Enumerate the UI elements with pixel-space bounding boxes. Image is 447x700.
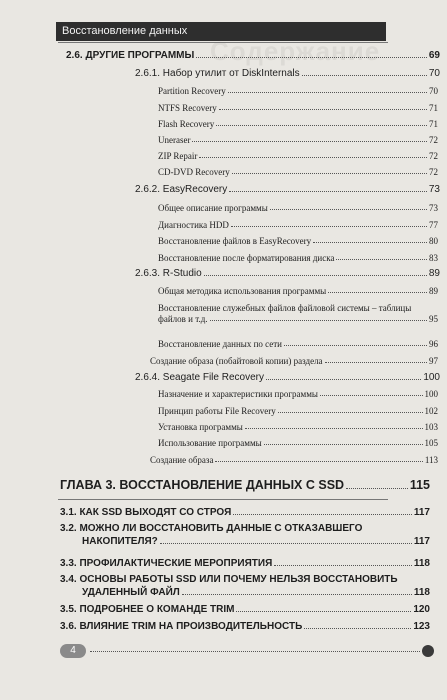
toc-entry-3-2[interactable] <box>60 523 430 547</box>
toc-entry-3-5[interactable] <box>60 604 430 615</box>
toc-entry-partition-recovery[interactable] <box>158 86 438 96</box>
dot-leader <box>231 226 427 227</box>
toc-entry-2-6-1[interactable] <box>135 68 440 79</box>
toc-entry-page: 118 <box>413 587 430 598</box>
dot-leader <box>346 488 408 489</box>
dot-leader <box>229 191 427 192</box>
dot-leader <box>196 57 427 58</box>
toc-entry-partition-image[interactable] <box>150 356 438 366</box>
toc-entry-title-line1: 3.2. МОЖНО ЛИ ВОССТАНОВИТЬ ДАННЫЕ С ОТКАЗАВШЕГО <box>60 523 363 534</box>
dot-leader <box>325 362 427 363</box>
toc-entry-title: Flash Recovery <box>158 119 215 129</box>
toc-entry-page: 100 <box>423 372 440 383</box>
toc-entry-page: 73 <box>428 184 440 195</box>
toc-entry-network-recovery[interactable] <box>158 339 438 349</box>
toc-entry-title-line1: Восстановление служебных файлов файловой системы – таблицы <box>158 303 412 313</box>
dot-leader <box>233 514 412 515</box>
toc-entry-page: 70 <box>429 86 438 96</box>
toc-entry-title-line2: НАКОПИТЕЛЯ? <box>82 536 158 547</box>
toc-entry-page: 83 <box>429 253 438 263</box>
toc-entry-page: 118 <box>413 558 430 569</box>
toc-entry-hdd-diagnostics[interactable] <box>158 220 438 230</box>
toc-entry-service-files-recovery[interactable] <box>158 303 438 324</box>
dot-leader <box>336 259 427 260</box>
toc-entry-2-6-2[interactable] <box>135 184 440 195</box>
dot-leader <box>320 395 423 396</box>
dot-leader <box>328 292 427 293</box>
toc-entry-page: 89 <box>428 268 440 279</box>
toc-entry-page: 72 <box>429 151 438 161</box>
toc-entry-page: 96 <box>429 339 438 349</box>
toc-entry-title: Создание образа (побайтовой копии) раздела <box>150 356 323 366</box>
chapter-page: 115 <box>409 478 430 492</box>
ghost-heading: Содержание <box>210 36 381 66</box>
toc-entry-2-6[interactable] <box>66 50 440 61</box>
toc-entry-title: Uneraser <box>158 135 191 145</box>
toc-entry-cd-dvd-recovery[interactable] <box>158 167 438 177</box>
toc-entry-page: 80 <box>429 236 438 246</box>
toc-entry-title: Установка программы <box>158 422 243 432</box>
toc-entry-page: 123 <box>413 621 430 632</box>
toc-entry-page: 69 <box>428 50 440 61</box>
toc-entry-page: 97 <box>429 356 438 366</box>
dot-leader <box>302 75 427 76</box>
header-rule <box>58 42 388 43</box>
toc-chapter-3[interactable] <box>60 478 430 492</box>
toc-entry-3-4[interactable] <box>60 574 430 598</box>
dot-leader <box>232 173 427 174</box>
toc-entry-page: 89 <box>429 286 438 296</box>
dot-leader <box>182 594 412 595</box>
toc-entry-purpose-characteristics[interactable] <box>158 389 438 399</box>
toc-entry-after-format-recovery[interactable] <box>158 253 438 263</box>
toc-entry-title: Partition Recovery <box>158 86 226 96</box>
page-badge <box>60 644 86 658</box>
page-number: 4 <box>70 645 76 656</box>
toc-entry-title: Общее описание программы <box>158 203 268 213</box>
dot-leader <box>228 92 427 93</box>
toc-entry-3-1[interactable] <box>60 507 430 518</box>
footer-dotted-line <box>90 651 420 652</box>
toc-entry-title: Восстановление файлов в EasyRecovery <box>158 236 312 246</box>
toc-entry-title: Принцип работы File Recovery <box>158 406 276 416</box>
toc-entry-title: 3.6. ВЛИЯНИЕ TRIM НА ПРОИЗВОДИТЕЛЬНОСТЬ <box>60 621 303 632</box>
toc-entry-title: 2.6.2. EasyRecovery <box>135 184 228 195</box>
dot-leader <box>245 428 423 429</box>
toc-entry-flash-recovery[interactable] <box>158 119 438 129</box>
toc-entry-general-methodology[interactable] <box>158 286 438 296</box>
toc-entry-title: 3.1. КАК SSD ВЫХОДЯТ СО СТРОЯ <box>60 507 232 518</box>
running-header-title: Восстановление данных <box>62 25 188 37</box>
dot-leader <box>192 141 427 142</box>
dot-leader <box>204 275 427 276</box>
toc-entry-file-recovery-easyrecovery[interactable] <box>158 236 438 246</box>
toc-entry-title: Диагностика HDD <box>158 220 229 230</box>
dot-leader <box>278 412 423 413</box>
toc-entry-page: 71 <box>429 103 438 113</box>
dot-leader <box>270 209 427 210</box>
toc-entry-title: ZIP Repair <box>158 151 198 161</box>
toc-entry-page: 120 <box>413 604 430 615</box>
toc-entry-title: 2.6. ДРУГИЕ ПРОГРАММЫ <box>66 50 195 61</box>
toc-entry-file-recovery-principle[interactable] <box>158 406 438 416</box>
toc-entry-page: 73 <box>429 203 438 213</box>
toc-entry-page: 100 <box>424 389 438 399</box>
toc-entry-title: Восстановление данных по сети <box>158 339 282 349</box>
toc-entry-title: 2.6.3. R-Studio <box>135 268 202 279</box>
toc-entry-title-line2: файлов и т.д. <box>158 314 208 324</box>
toc-entry-page: 77 <box>429 220 438 230</box>
toc-entry-page: 72 <box>429 135 438 145</box>
toc-entry-title: Восстановление после форматирования диска <box>158 253 335 263</box>
toc-entry-3-6[interactable] <box>60 621 430 632</box>
dot-leader <box>284 345 427 346</box>
toc-entry-usage[interactable] <box>158 438 438 448</box>
chapter-rule <box>58 499 388 500</box>
toc-entry-page: 105 <box>424 438 438 448</box>
toc-entry-title-line2: УДАЛЕННЫЙ ФАЙЛ <box>82 587 180 598</box>
dot-leader <box>313 242 427 243</box>
dot-leader <box>199 157 427 158</box>
dot-leader <box>160 543 412 544</box>
toc-entry-page: 113 <box>424 455 438 465</box>
toc-entry-2-6-4[interactable] <box>135 372 440 383</box>
toc-entry-zip-repair[interactable] <box>158 151 438 161</box>
toc-entry-title: 3.3. ПРОФИЛАКТИЧЕСКИЕ МЕРОПРИЯТИЯ <box>60 558 273 569</box>
toc-entry-uneraser[interactable] <box>158 135 438 145</box>
toc-entry-page: 70 <box>428 68 440 79</box>
toc-entry-page: 117 <box>413 507 430 518</box>
toc-entry-general-description[interactable] <box>158 203 438 213</box>
dot-leader <box>216 125 427 126</box>
toc-entry-page: 103 <box>424 422 438 432</box>
toc-entry-title: Назначение и характеристики программы <box>158 389 318 399</box>
toc-entry-ntfs-recovery[interactable] <box>158 103 438 113</box>
dot-leader <box>215 461 422 462</box>
dot-leader <box>219 109 427 110</box>
toc-entry-title: Использование программы <box>158 438 262 448</box>
dot-leader <box>264 444 423 445</box>
toc-entry-title: CD-DVD Recovery <box>158 167 230 177</box>
toc-entry-2-6-3[interactable] <box>135 268 440 279</box>
dot-leader <box>236 611 411 612</box>
toc-entry-3-3[interactable] <box>60 558 430 569</box>
toc-entry-page: 102 <box>424 406 438 416</box>
dot-leader <box>304 628 411 629</box>
toc-entry-title: 2.6.1. Набор утилит от DiskInternals <box>135 68 300 79</box>
dot-leader <box>266 379 421 380</box>
toc-entry-title: 3.5. ПОДРОБНЕЕ О КОМАНДЕ TRIM <box>60 604 235 615</box>
chapter-title: ГЛАВА 3. ВОССТАНОВЛЕНИЕ ДАННЫХ С SSD <box>60 478 345 492</box>
dot-leader <box>274 565 412 566</box>
toc-entry-title: Создание образа <box>150 455 214 465</box>
toc-entry-create-image[interactable] <box>150 455 438 465</box>
toc-entry-page: 71 <box>429 119 438 129</box>
toc-entry-page: 117 <box>413 536 430 547</box>
toc-entry-title: 2.6.4. Seagate File Recovery <box>135 372 264 383</box>
toc-entry-installation[interactable] <box>158 422 438 432</box>
dot-leader <box>210 320 427 321</box>
toc-entry-title: Общая методика использования программы <box>158 286 327 296</box>
toc-entry-page: 72 <box>429 167 438 177</box>
toc-entry-title-line1: 3.4. ОСНОВЫ РАБОТЫ SSD ИЛИ ПОЧЕМУ НЕЛЬЗЯ ВОССТАНОВИТЬ <box>60 574 398 585</box>
toc-entry-page: 95 <box>429 314 438 324</box>
toc-entry-title: NTFS Recovery <box>158 103 217 113</box>
footer-end-dot <box>422 645 434 657</box>
